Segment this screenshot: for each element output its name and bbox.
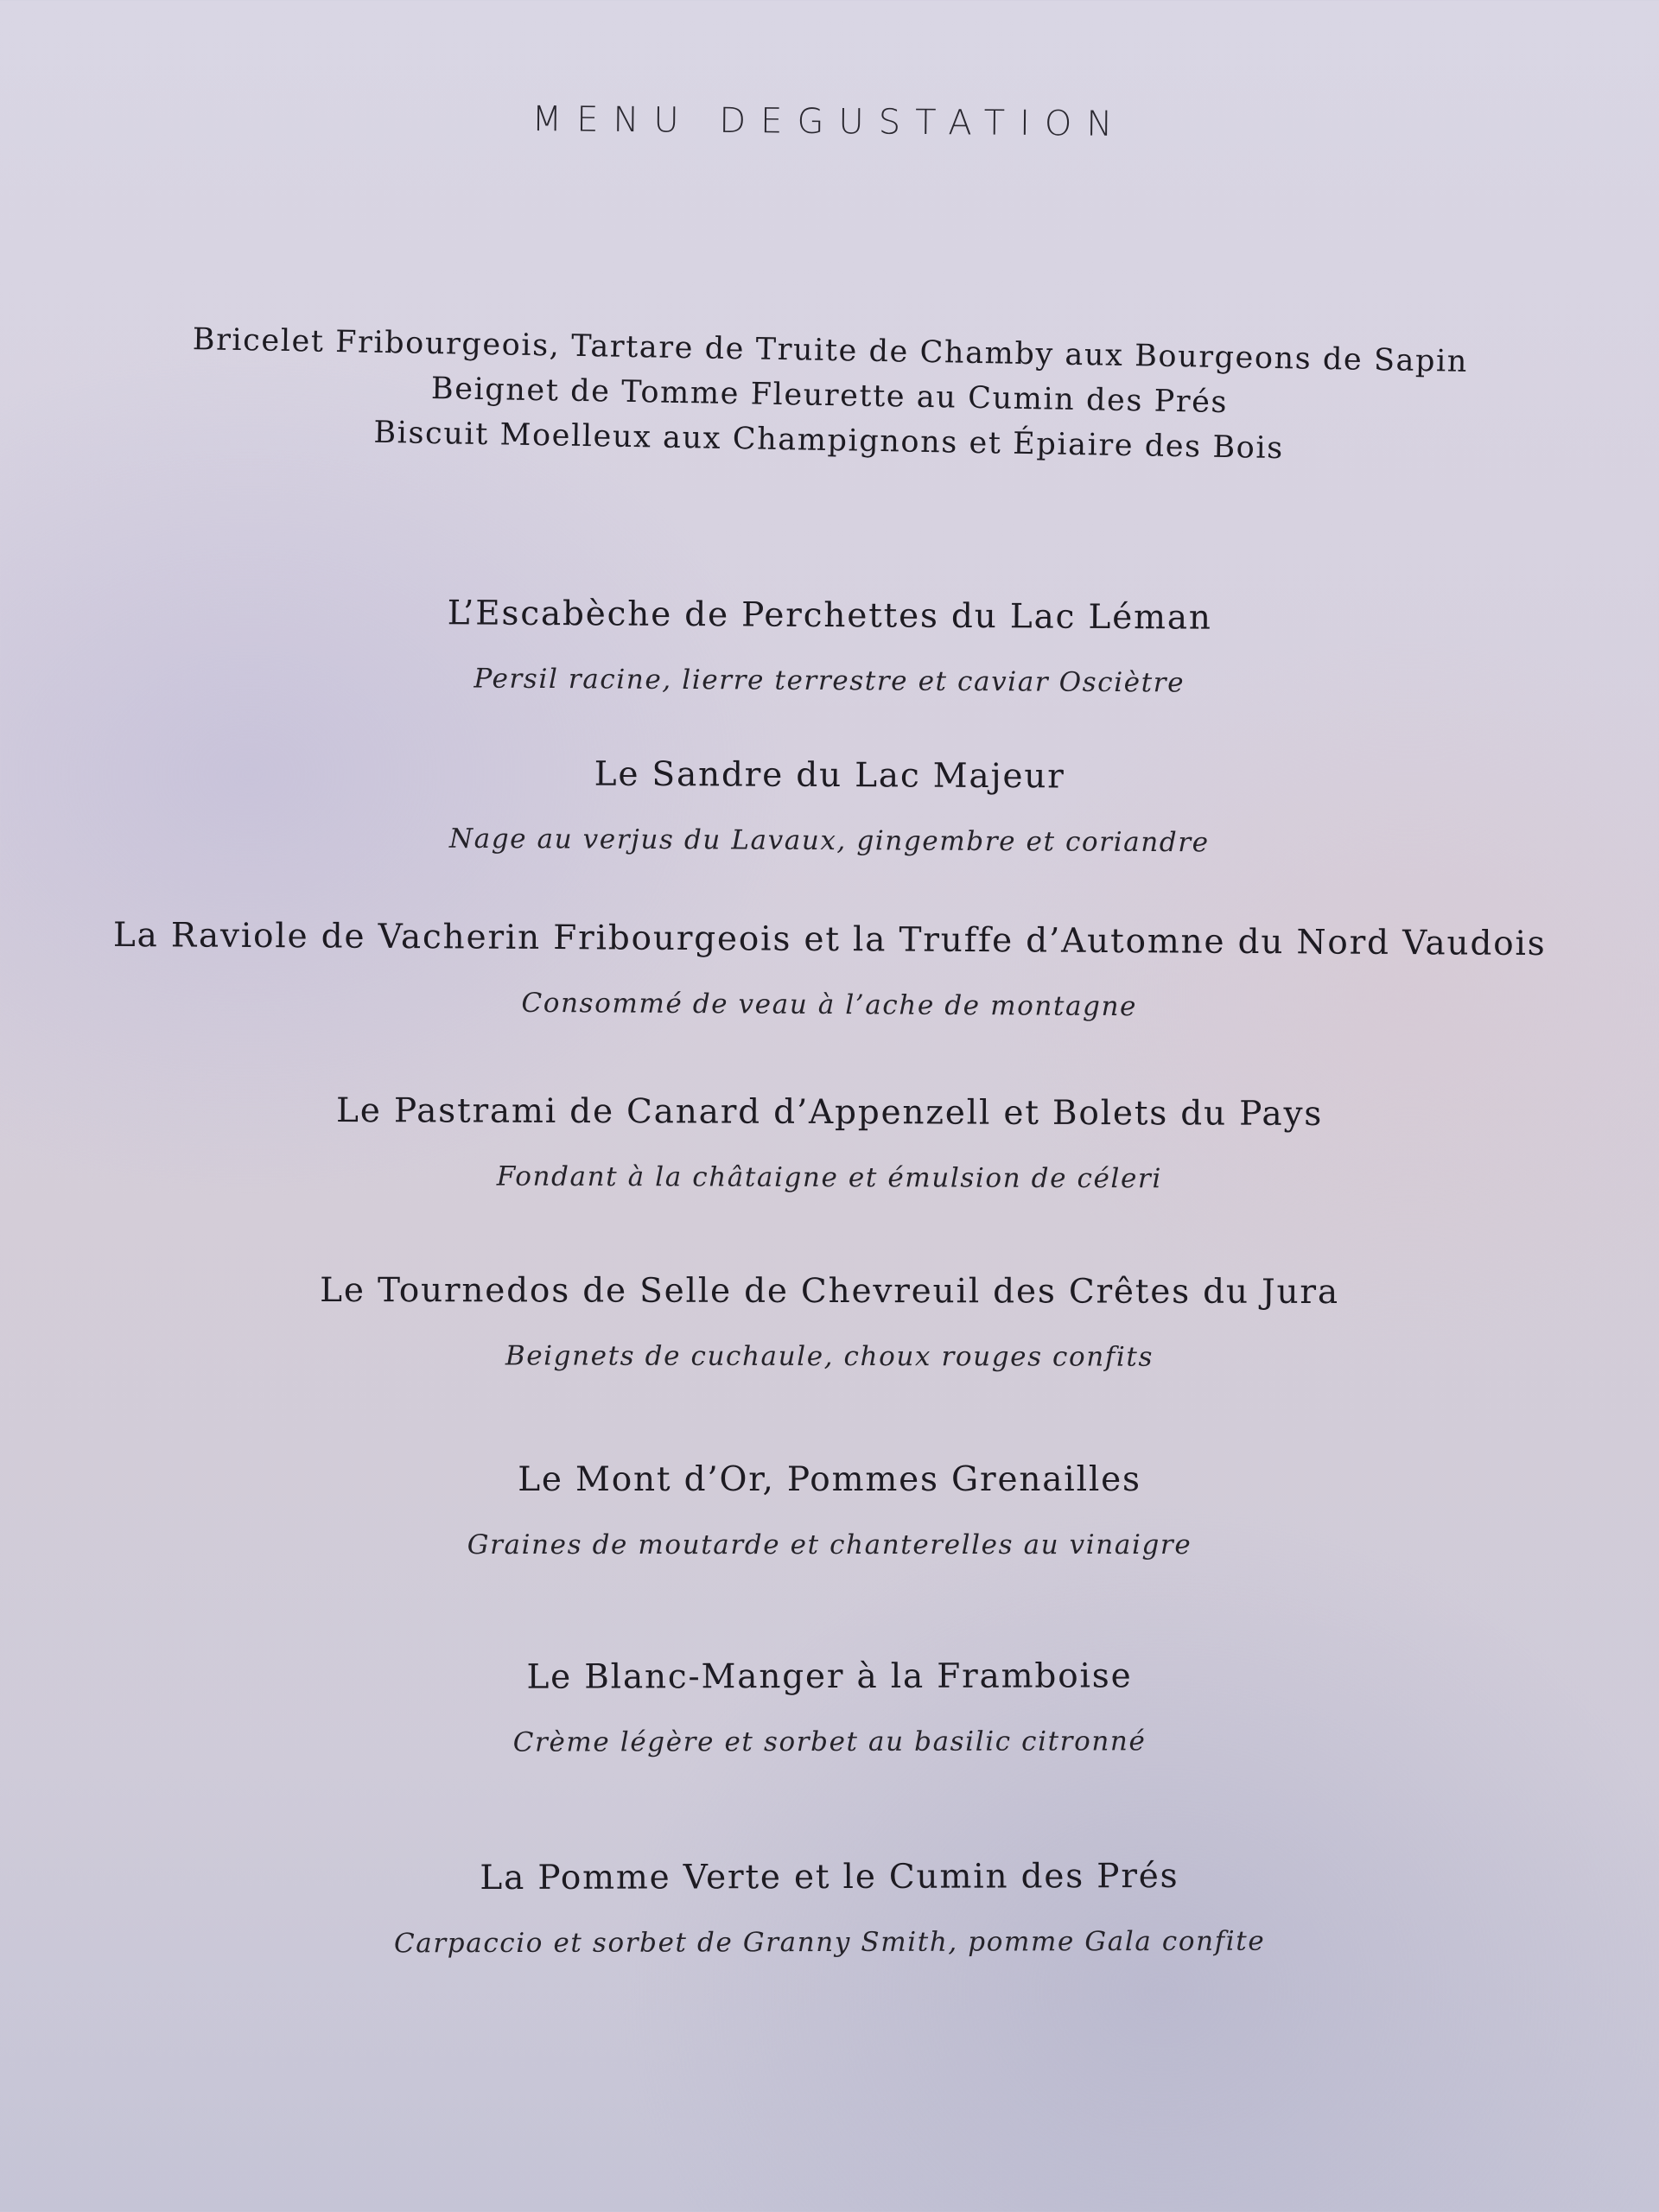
course-item [0,1089,1659,1200]
course-title: Le Blanc-Manger à la Framboise [526,1656,1133,1697]
amuse-bouche-section [0,314,1659,477]
menu-title: MENU DEGUSTATION [531,99,1128,145]
amuse-bouche-item: Bricelet Fribourgeois, Tartare de Truite de Chamby aux Bourgeons de Sapin [192,322,1469,379]
course-description: Consommé de veau à l’ache de montagne [521,987,1138,1023]
course-item [0,589,1659,705]
course-item [0,1654,1659,1762]
course-title: Le Sandre du Lac Majeur [594,754,1065,797]
course-item [0,1853,1659,1963]
course-title: La Raviole de Vacherin Fribourgeois et la Truffe d’Automne du Nord Vaudois [112,915,1547,964]
course-description: Fondant à la châtaigne et émulsion de céleri [496,1160,1162,1195]
amuse-bouche-item: Biscuit Moelleux aux Champignons et Épiaire des Bois [373,415,1285,467]
course-description: Nage au verjus du Lavaux, gingembre et coriandre [448,823,1210,859]
course-item [0,750,1659,864]
course-item [0,1268,1659,1376]
course-title: L’Escabèche de Perchettes du Lac Léman [447,594,1212,638]
course-item [0,1459,1659,1564]
course-title: La Pomme Verte et le Cumin des Prés [480,1856,1179,1898]
course-description: Beignets de cuchaule, choux rouges confits [505,1340,1154,1373]
course-title: Le Tournedos de Selle de Chevreuil des Crêtes du Jura [320,1270,1339,1313]
course-description: Carpaccio et sorbet de Granny Smith, pomme Gala confite [393,1925,1266,1960]
amuse-bouche-item: Beignet de Tomme Fleurette au Cumin des Prés [430,371,1229,421]
course-item [0,913,1659,1029]
course-description: Graines de moutarde et chanterelles au vinaigre [467,1529,1192,1560]
course-description: Persil racine, lierre terrestre et caviar Osciètre [474,663,1185,699]
course-description: Crème légère et sorbet au basilic citronné [512,1726,1147,1758]
course-title: Le Pastrami de Canard d’Appenzell et Bolets du Pays [336,1091,1324,1134]
course-title: Le Mont d’Or, Pommes Grenailles [518,1460,1141,1499]
